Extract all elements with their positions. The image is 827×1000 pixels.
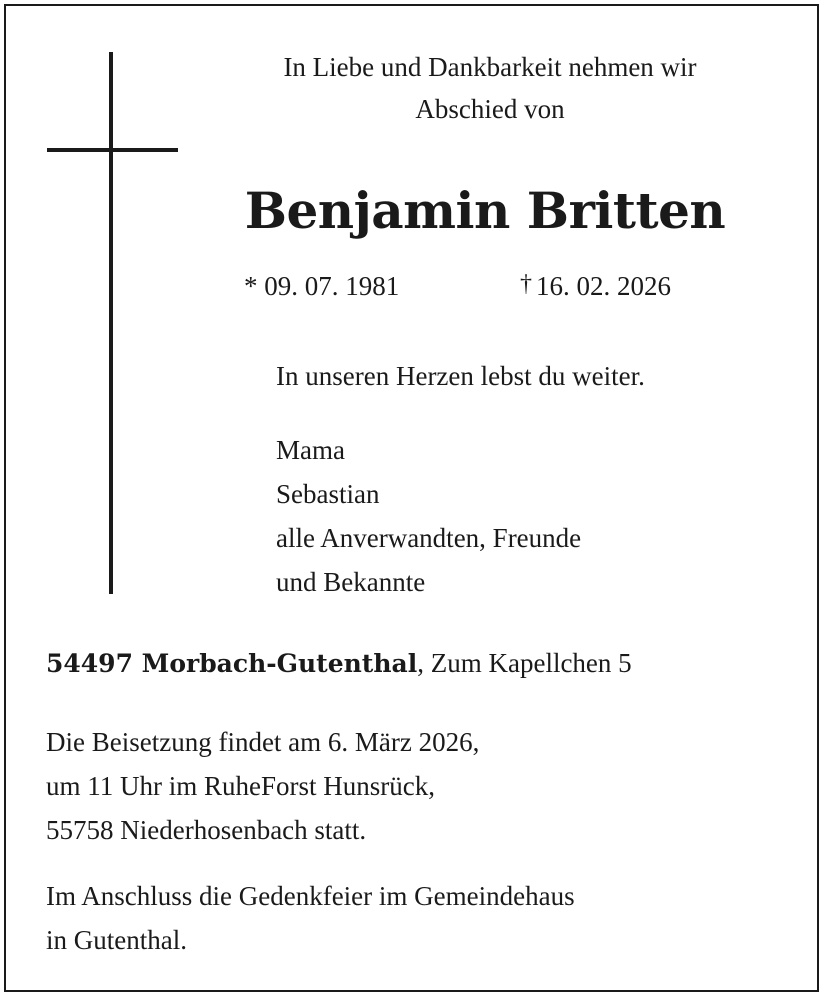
intro-text (180, 46, 800, 130)
birth-date: 09. 07. 1981 (264, 271, 400, 301)
mourner-line: und Bekannte (276, 567, 426, 597)
motto: In unseren Herzen lebst du weiter. (276, 361, 645, 391)
burial-line: um 11 Uhr im RuheForst Hunsrück, (46, 771, 435, 801)
burial-line: 55758 Niederhosenbach statt. (46, 815, 367, 845)
reception-info (46, 874, 575, 962)
address-town: 54497 Morbach-Gutenthal (46, 649, 418, 678)
death-date-line (520, 266, 671, 308)
death-date: 16. 02. 2026 (536, 271, 671, 301)
burial-line: Die Beisetzung findet am 6. März 2026, (46, 727, 480, 757)
death-dagger-icon: † (520, 271, 532, 297)
mourner-line: Sebastian (276, 479, 380, 509)
mourners-list (276, 428, 581, 604)
intro-line-1: In Liebe und Dankbarkeit nehmen wir (283, 52, 697, 82)
burial-info (46, 720, 479, 852)
cross-horizontal-bar (47, 148, 178, 152)
deceased-name: Benjamin Britten (244, 181, 726, 240)
reception-line: Im Anschluss die Gedenkfeier im Gemeindehaus (46, 881, 575, 911)
address (46, 642, 632, 685)
birth-date-line (244, 266, 399, 306)
cross-vertical-bar (109, 52, 113, 594)
mourner-line: alle Anverwandten, Freunde (276, 523, 582, 553)
reception-line: in Gutenthal. (46, 925, 187, 955)
birth-star-icon: * (244, 271, 258, 301)
intro-line-2: Abschied von (415, 94, 565, 124)
address-street: , Zum Kapellchen 5 (417, 648, 632, 678)
mourner-line: Mama (276, 435, 345, 465)
